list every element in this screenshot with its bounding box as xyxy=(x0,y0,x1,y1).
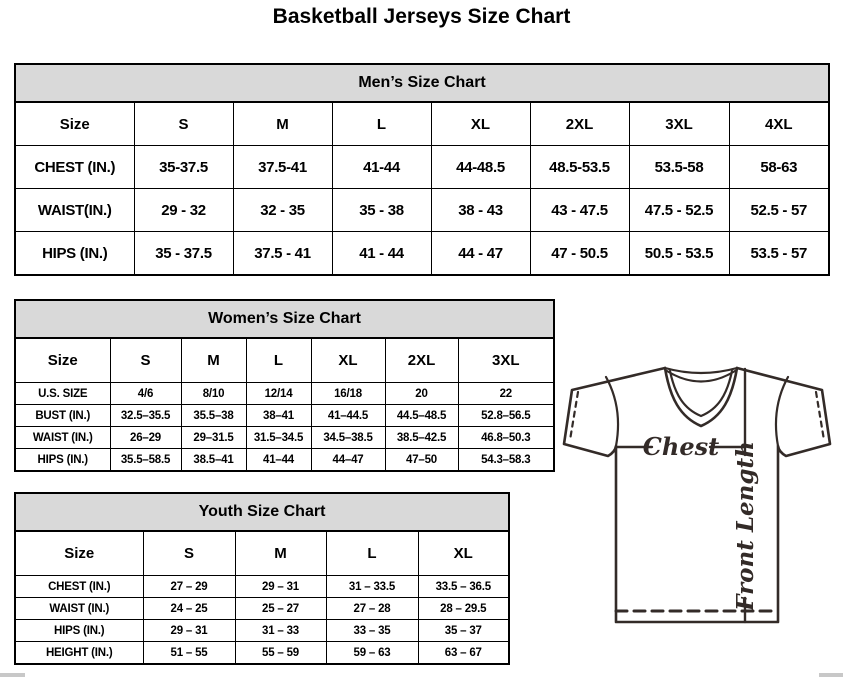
size-value: 52.5 - 57 xyxy=(729,189,829,232)
front-length-label: Front Length xyxy=(732,441,759,611)
page-title: Basketball Jerseys Size Chart xyxy=(272,5,571,28)
size-value: 44 - 47 xyxy=(431,232,530,276)
size-value: 31 – 33 xyxy=(235,620,326,642)
jersey-diagram-icon xyxy=(556,360,840,628)
size-value: 43 - 47.5 xyxy=(530,189,629,232)
column-header: M xyxy=(181,338,246,383)
left-armhole-seam xyxy=(606,377,618,446)
size-value: 22 xyxy=(458,383,554,405)
column-header: S xyxy=(110,338,181,383)
jersey-measurement-diagram xyxy=(556,360,840,628)
size-value: 38–41 xyxy=(246,405,311,427)
table-row xyxy=(15,146,829,189)
size-value: 35 – 37 xyxy=(418,620,509,642)
size-value: 59 – 63 xyxy=(326,642,418,665)
table-row xyxy=(15,598,509,620)
column-header: Size xyxy=(15,531,143,576)
size-value: 27 – 28 xyxy=(326,598,418,620)
size-value: 33.5 – 36.5 xyxy=(418,576,509,598)
size-value: 32.5–35.5 xyxy=(110,405,181,427)
row-label: WAIST (IN.) xyxy=(15,598,143,620)
column-header: M xyxy=(235,531,326,576)
size-value: 51 – 55 xyxy=(143,642,235,665)
scrollbar-fragment-right xyxy=(819,673,843,677)
size-value: 31 – 33.5 xyxy=(326,576,418,598)
size-value: 52.8–56.5 xyxy=(458,405,554,427)
womens-chart-title: Women’s Size Chart xyxy=(15,300,554,338)
table-row xyxy=(15,576,509,598)
table-row xyxy=(15,642,509,665)
row-label: CHEST (IN.) xyxy=(15,146,134,189)
column-header: S xyxy=(134,102,233,146)
column-header: 4XL xyxy=(729,102,829,146)
size-value: 55 – 59 xyxy=(235,642,326,665)
table-row xyxy=(15,493,509,531)
column-header: 2XL xyxy=(385,338,458,383)
size-value: 41–44.5 xyxy=(311,405,385,427)
row-label: HIPS (IN.) xyxy=(15,449,110,472)
table-row xyxy=(15,449,554,472)
size-value: 35.5–38 xyxy=(181,405,246,427)
column-header: XL xyxy=(418,531,509,576)
row-label: BUST (IN.) xyxy=(15,405,110,427)
right-armhole-seam xyxy=(776,377,788,446)
table-row xyxy=(15,531,509,576)
womens-size-table xyxy=(14,299,555,472)
size-value: 32 - 35 xyxy=(233,189,332,232)
size-value: 29 - 32 xyxy=(134,189,233,232)
size-value: 50.5 - 53.5 xyxy=(629,232,729,276)
size-value: 47.5 - 52.5 xyxy=(629,189,729,232)
column-header: L xyxy=(246,338,311,383)
table-row xyxy=(15,102,829,146)
column-header: 3XL xyxy=(629,102,729,146)
size-value: 26–29 xyxy=(110,427,181,449)
column-header: XL xyxy=(311,338,385,383)
row-label: U.S. SIZE xyxy=(15,383,110,405)
size-value: 33 – 35 xyxy=(326,620,418,642)
size-value: 54.3–58.3 xyxy=(458,449,554,472)
size-value: 41–44 xyxy=(246,449,311,472)
size-value: 25 – 27 xyxy=(235,598,326,620)
row-label: WAIST(IN.) xyxy=(15,189,134,232)
size-value: 58-63 xyxy=(729,146,829,189)
size-value: 37.5-41 xyxy=(233,146,332,189)
scrollbar-fragment-left xyxy=(0,673,25,677)
size-value: 35 - 37.5 xyxy=(134,232,233,276)
jersey-outline xyxy=(564,368,830,622)
table-row xyxy=(15,232,829,276)
size-value: 38 - 43 xyxy=(431,189,530,232)
table-row xyxy=(15,300,554,338)
youth-chart-title: Youth Size Chart xyxy=(15,493,509,531)
row-label: HIPS (IN.) xyxy=(15,620,143,642)
size-value: 53.5 - 57 xyxy=(729,232,829,276)
table-row xyxy=(15,383,554,405)
collar-top-arc xyxy=(665,368,737,373)
size-value: 35 - 38 xyxy=(332,189,431,232)
size-value: 46.8–50.3 xyxy=(458,427,554,449)
size-value: 27 – 29 xyxy=(143,576,235,598)
column-header: M xyxy=(233,102,332,146)
youth-size-table xyxy=(14,492,510,665)
row-label: WAIST (IN.) xyxy=(15,427,110,449)
size-value: 35.5–58.5 xyxy=(110,449,181,472)
size-value: 35-37.5 xyxy=(134,146,233,189)
size-value: 24 – 25 xyxy=(143,598,235,620)
row-label: HIPS (IN.) xyxy=(15,232,134,276)
size-value: 41 - 44 xyxy=(332,232,431,276)
size-value: 47–50 xyxy=(385,449,458,472)
table-row xyxy=(15,427,554,449)
size-value: 48.5-53.5 xyxy=(530,146,629,189)
size-value: 28 – 29.5 xyxy=(418,598,509,620)
mens-size-table xyxy=(14,63,830,276)
size-value: 16/18 xyxy=(311,383,385,405)
table-row xyxy=(15,338,554,383)
size-value: 63 – 67 xyxy=(418,642,509,665)
column-header: L xyxy=(332,102,431,146)
size-value: 29 – 31 xyxy=(235,576,326,598)
column-header: 3XL xyxy=(458,338,554,383)
size-value: 29–31.5 xyxy=(181,427,246,449)
size-value: 34.5–38.5 xyxy=(311,427,385,449)
size-value: 4/6 xyxy=(110,383,181,405)
size-value: 12/14 xyxy=(246,383,311,405)
size-value: 53.5-58 xyxy=(629,146,729,189)
size-value: 29 – 31 xyxy=(143,620,235,642)
size-value: 37.5 - 41 xyxy=(233,232,332,276)
table-row xyxy=(15,189,829,232)
column-header: Size xyxy=(15,102,134,146)
column-header: XL xyxy=(431,102,530,146)
size-value: 44.5–48.5 xyxy=(385,405,458,427)
table-row xyxy=(15,405,554,427)
row-label: CHEST (IN.) xyxy=(15,576,143,598)
mens-chart-title: Men’s Size Chart xyxy=(15,64,829,102)
size-value: 44–47 xyxy=(311,449,385,472)
table-row xyxy=(15,64,829,102)
column-header: 2XL xyxy=(530,102,629,146)
size-value: 44-48.5 xyxy=(431,146,530,189)
size-value: 47 - 50.5 xyxy=(530,232,629,276)
column-header: S xyxy=(143,531,235,576)
chest-label: Chest xyxy=(642,432,720,461)
column-header: L xyxy=(326,531,418,576)
size-value: 38.5–42.5 xyxy=(385,427,458,449)
row-label: HEIGHT (IN.) xyxy=(15,642,143,665)
table-row xyxy=(15,620,509,642)
size-value: 8/10 xyxy=(181,383,246,405)
size-value: 38.5–41 xyxy=(181,449,246,472)
size-value: 31.5–34.5 xyxy=(246,427,311,449)
column-header: Size xyxy=(15,338,110,383)
size-value: 20 xyxy=(385,383,458,405)
size-value: 41-44 xyxy=(332,146,431,189)
